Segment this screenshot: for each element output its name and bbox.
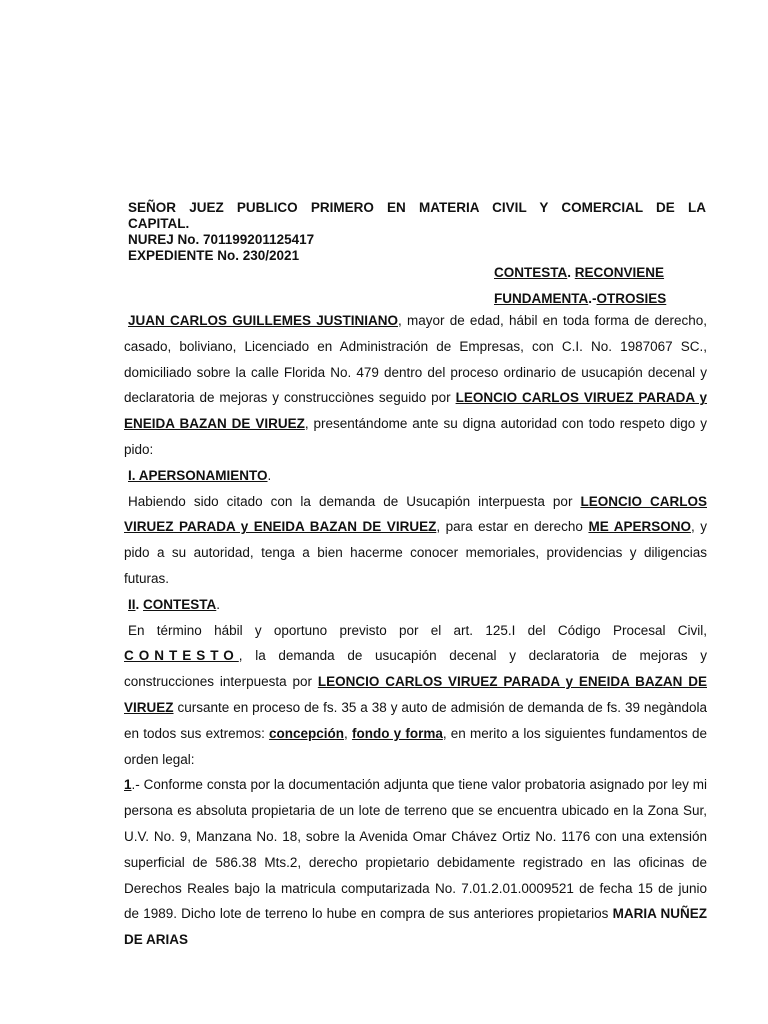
point-1-text: .- Conforme consta por la documentación adjunta que tiene valor probatoria asignado por ley mi persona es absoluta propietaria de un lote de terreno que se encuentra ubicado en la Zona Sur, U.V. No. 9, Manzana No. 18, sobre la Avenida Omar Chávez Ortiz No. 1176 con una extensión superficial de 586.38 Mts.2, derecho propietario debidamente registrado en las oficinas de Derechos Reales bajo la matricula computarizada No. 7.01.2.01.0009521 de fecha 15 de junio de 1989. Dicho lote de terreno lo hube en compra de sus anteriores propietarios [124,777,707,922]
section-2-number: II [128,596,136,612]
addressee-line-2: CAPITAL. [128,216,190,231]
intro-text-1: , mayor de edad, hábil en toda forma de derecho, casado, boliviano, Licenciado en Administración de Empresas, con C.I. No. 1987067 SC., domiciliado sobre la calle Florida No. 479 dentro del proceso ordinario de usucapión decenal y declaratoria de mejoras y construcciònes seguido por [124,313,707,406]
addressee-line-1: SEÑOR JUEZ PUBLICO PRIMERO EN MATERIA CIVIL Y COMERCIAL DE LA [128,200,706,215]
document-titles [494,260,724,312]
section-2-plaintiffs: LEONCIO CARLOS VIRUEZ PARADA y ENEIDA BAZAN DE VIRUEZ [124,674,707,715]
title-separator-1: . [567,265,575,280]
section-2-dot: . [135,596,144,612]
title-contesta: CONTESTA [494,265,568,280]
title-line-1 [494,260,724,286]
section-1-paragraph [124,489,707,592]
section-1-heading-text: I. APERSONAMIENTO [128,467,268,483]
addressee-header [128,200,706,264]
fondo-y-forma: fondo y forma [351,725,443,741]
point-1-number: 1 [124,777,132,793]
petitioner-name: JUAN CARLOS GUILLEMES JUSTINIANO [128,313,398,328]
section-2-paragraph [124,618,707,773]
section-1-text-3: , y pido a su autoridad, tenga a bien hacerme conocer memoriales, providencias y diligencias futuras. [124,519,707,586]
section-2-heading-text: CONTESTA [143,596,217,612]
section-1-heading [128,463,707,489]
section-2-text-4: , en merito a los siguientes fundamentos de orden legal: [124,725,707,767]
section-2-heading [128,592,707,618]
me-apersono: ME APERSONO [588,519,691,535]
title-fundamenta: FUNDAMENTA [494,291,589,306]
title-separator-2: .- [588,291,597,306]
plaintiff-names: LEONCIO CARLOS VIRUEZ PARADA y ENEIDA BAZAN DE VIRUEZ [124,390,707,432]
intro-paragraph [124,308,707,463]
section-2-text-1: En término hábil y oportuno previsto por el art. 125.I del Código Procesal Civil, [128,622,707,638]
expediente-number: EXPEDIENTE No. 230/2021 [128,248,300,263]
section-1-text-1: Habiendo sido citado con la demanda de Usucapión interpuesta por [128,493,581,509]
point-1-paragraph [124,772,707,953]
document-body [124,308,707,953]
section-2-heading-end: . [216,596,221,612]
section-1-plaintiffs: LEONCIO CARLOS VIRUEZ PARADA y ENEIDA BAZAN DE VIRUEZ [124,493,707,535]
section-2-text-2: , la demanda de usucapión decenal y declaratoria de mejoras y construcciones interpuesta por [124,648,707,690]
concepcion: concepción [269,725,345,741]
previous-owner: MARIA NUÑEZ DE ARIAS [124,906,708,948]
intro-text-2: , presentándome ante su digna autoridad con todo respeto digo y pido: [124,416,707,457]
title-otrosies: OTROSIES [596,291,667,306]
nurej-number: NUREJ No. 701199201125417 [128,232,315,247]
contesto: CONTESTO [124,648,239,664]
title-reconviene: RECONVIENE [574,265,665,280]
section-1-heading-end: . [267,467,272,483]
section-2-comma: , [344,725,352,741]
section-1-text-2: , para estar en derecho [436,519,589,535]
section-2-text-3: cursante en proceso de fs. 35 a 38 y auto de admisión de demanda de fs. 39 negàndola en todos sus extremos: [124,699,707,741]
